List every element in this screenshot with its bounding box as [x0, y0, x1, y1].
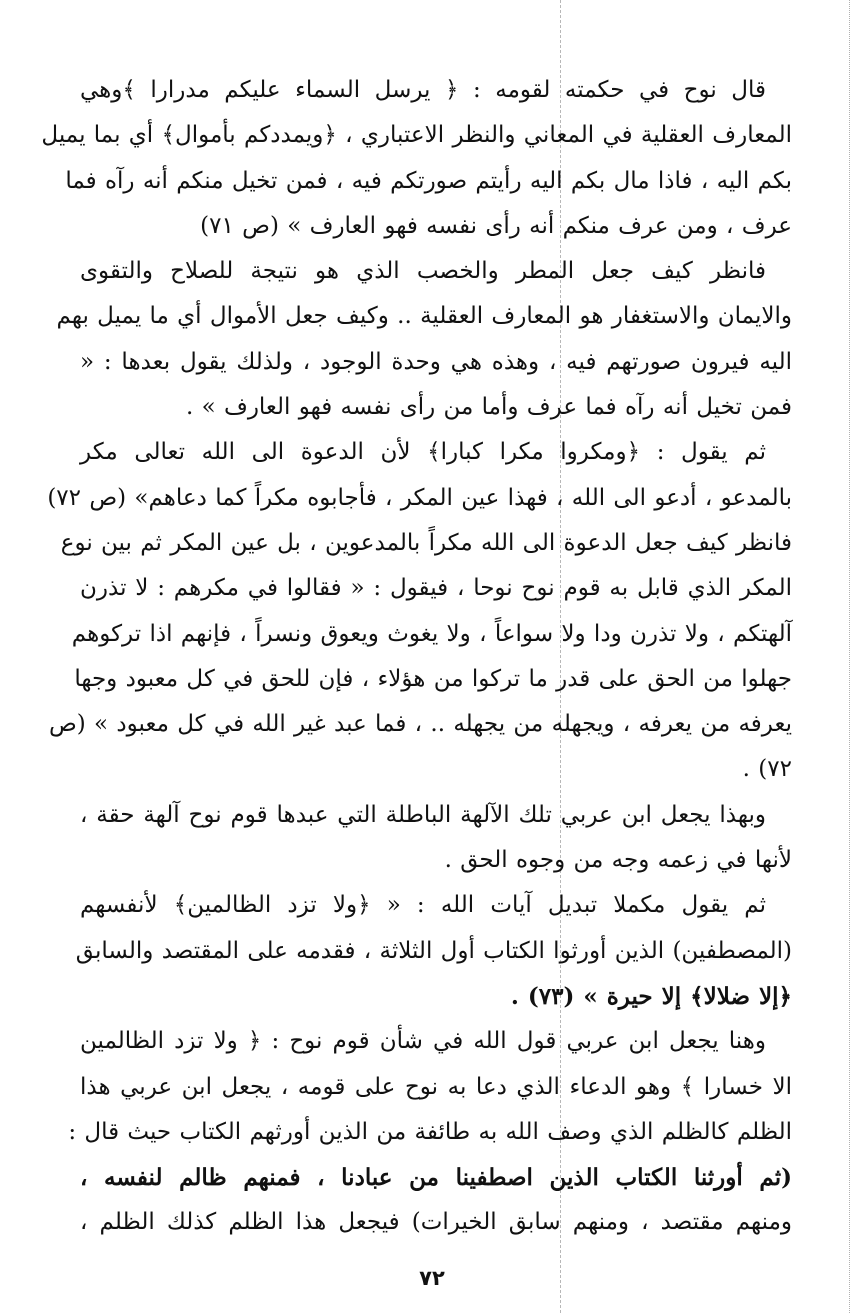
text-line: وبهذا يجعل ابن عربي تلك الآلهة الباطلة التي عبدها قوم نوح آلهة حقة ، — [80, 801, 766, 828]
text-line: اليه فيرون صورتهم فيه ، وهذه هي وحدة الوجود ، ولذلك يقول بعدها : « — [80, 348, 792, 375]
text-line: المعارف العقلية في المعاني والنظر الاعتباري ، ﴿ويمددكم بأموال﴾ أي بما يميل — [41, 122, 792, 149]
text-line: فانظر كيف جعل الدعوة الى الله مكراً بالمدعوين ، بل عين المكر ثم بين نوع — [60, 529, 792, 556]
text-line: والايمان والاستغفار هو المعارف العقلية .. وكيف جعل الأموال أي ما يميل بهم — [56, 303, 792, 330]
paragraph-6 — [68, 1019, 792, 1245]
body-text — [41, 68, 792, 1246]
text-line: المكر الذي قابل به قوم نوح نوحا ، فيقول : « فقالوا في مكرهم : لا تذرن — [80, 575, 792, 602]
text-line: بكم اليه ، فاذا مال بكم اليه رأيتم صورتكم فيه ، فمن تخيل منكم أنه رآه فما — [65, 167, 792, 194]
text-line: فانظر كيف جعل المطر والخصب الذي هو نتيجة للصلاح والتقوى — [80, 258, 766, 285]
text-line: وهنا يجعل ابن عربي قول الله في شأن قوم نوح : ﴿ ولا تزد الظالمين — [80, 1028, 766, 1055]
text-line: ومنهم مقتصد ، ومنهم سابق الخيرات) فيجعل هذا الظلم كذلك الظلم ، — [80, 1209, 792, 1236]
text-line: الا خسارا ﴾ وهو الدعاء الذي دعا به نوح على قومه ، يجعل ابن عربي هذا — [80, 1073, 792, 1100]
text-line: عرف ، ومن عرف منكم أنه رأى نفسه فهو العارف » (ص ٧١) — [200, 212, 792, 239]
text-line: فمن تخيل أنه رآه فما عرف وأما من رأى نفسه فهو العارف » . — [185, 394, 792, 421]
text-line: ثم يقول مكملا تبديل آيات الله : « ﴿ولا تزد الظالمين﴾ لأنفسهم — [80, 892, 766, 919]
text-line: الظلم كالظلم الذي وصف الله به طائفة من الذين أورثهم الكتاب حيث قال : — [68, 1118, 792, 1145]
paragraph-3 — [47, 430, 792, 792]
text-line: ٧٢) . — [742, 756, 792, 783]
text-line: قال نوح في حكمته لقومه : ﴿ يرسل السماء عليكم مدرارا ﴾وهي — [80, 77, 766, 103]
page-edge-line — [849, 0, 850, 1313]
text-line: (المصطفين) الذين أورثوا الكتاب أول الثلاثة ، فقدمه على المقتصد والسابق — [75, 937, 792, 964]
text-line: ﴿إلا ضلالا﴾ إلا حيرة » (٧٣) . — [510, 982, 792, 1010]
paragraph-1 — [41, 68, 792, 249]
text-line: ثم يقول : ﴿ومكروا مكرا كبارا﴾ لأن الدعوة الى الله تعالى مكر — [80, 439, 766, 466]
text-line: بالمدعو ، أدعو الى الله ، فهذا عين المكر ، فأجابوه مكراً كما دعاهم» (ص ٧٢) — [47, 484, 792, 511]
text-line: لأنها في زعمه وجه من وجوه الحق . — [444, 847, 792, 874]
paragraph-5 — [75, 883, 792, 1019]
text-line: جهلوا من الحق على قدر ما تركوا من هؤلاء ، فإن للحق في كل معبود وجها — [74, 665, 792, 692]
quran-quote-line: (ثم أورثنا الكتاب الذين اصطفينا من عبادنا ، فمنهم ظالم لنفسه ، — [80, 1164, 792, 1192]
text-line: آلهتكم ، ولا تذرن ودا ولا سواعاً ، ولا يغوث ويعوق ونسراً ، فإنهم اذا تركوهم — [71, 620, 792, 647]
paragraph-4 — [80, 793, 792, 884]
text-line: يعرفه من يعرفه ، ويجهله من يجهله .. ، فما عبد غير الله في كل معبود » (ص — [48, 711, 792, 738]
paragraph-2 — [56, 249, 792, 430]
page-number: ٧٢ — [419, 1266, 445, 1290]
